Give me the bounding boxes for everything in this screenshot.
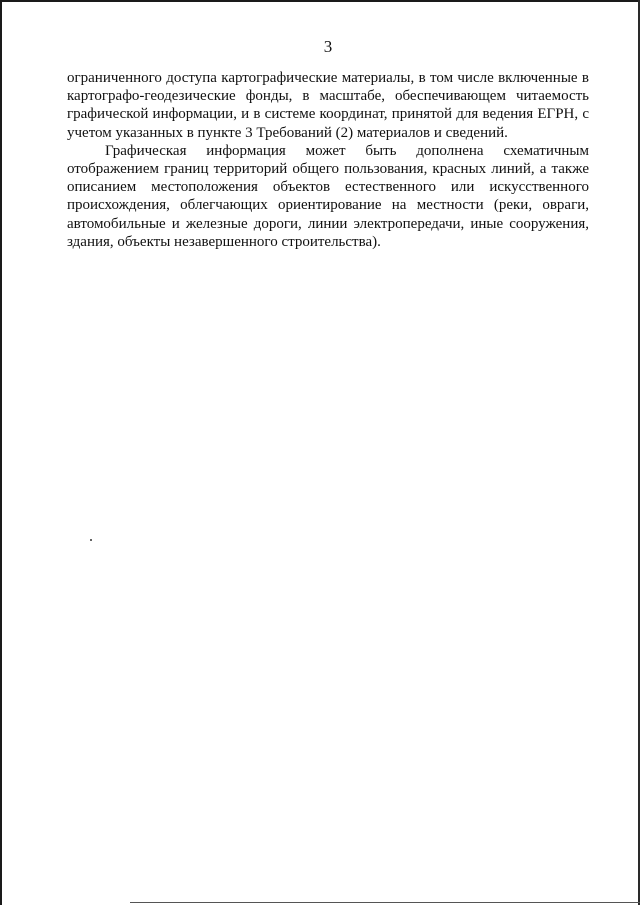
scan-border-bottom <box>130 902 640 903</box>
scan-border-left <box>0 0 2 905</box>
scan-border-top <box>0 0 640 2</box>
paragraph-continuation: ограниченного доступа картографические материалы, в том числе включенные в картографо-геодезические фонды, в масштабе, обеспечивающем читаемость графической информации, и в системе координат, принятой для ведения ЕГРН, с учетом указанных в пункте 3 Требований (2) материалов и сведений. <box>67 70 589 141</box>
document-body <box>67 69 589 251</box>
scan-speck <box>90 539 92 541</box>
paragraph-graphic-information: Графическая информация может быть дополнена схематичным отображением границ территорий общего пользования, красных линий, а также описанием местоположения объектов естественного или искусственного происхождения, облегчающих ориентирование на местности (реки, овраги, автомобильные и железные дороги, линии электропередачи, иные сооружения, здания, объекты незавершенного строительства). <box>67 142 589 250</box>
page-number: 3 <box>323 37 333 56</box>
